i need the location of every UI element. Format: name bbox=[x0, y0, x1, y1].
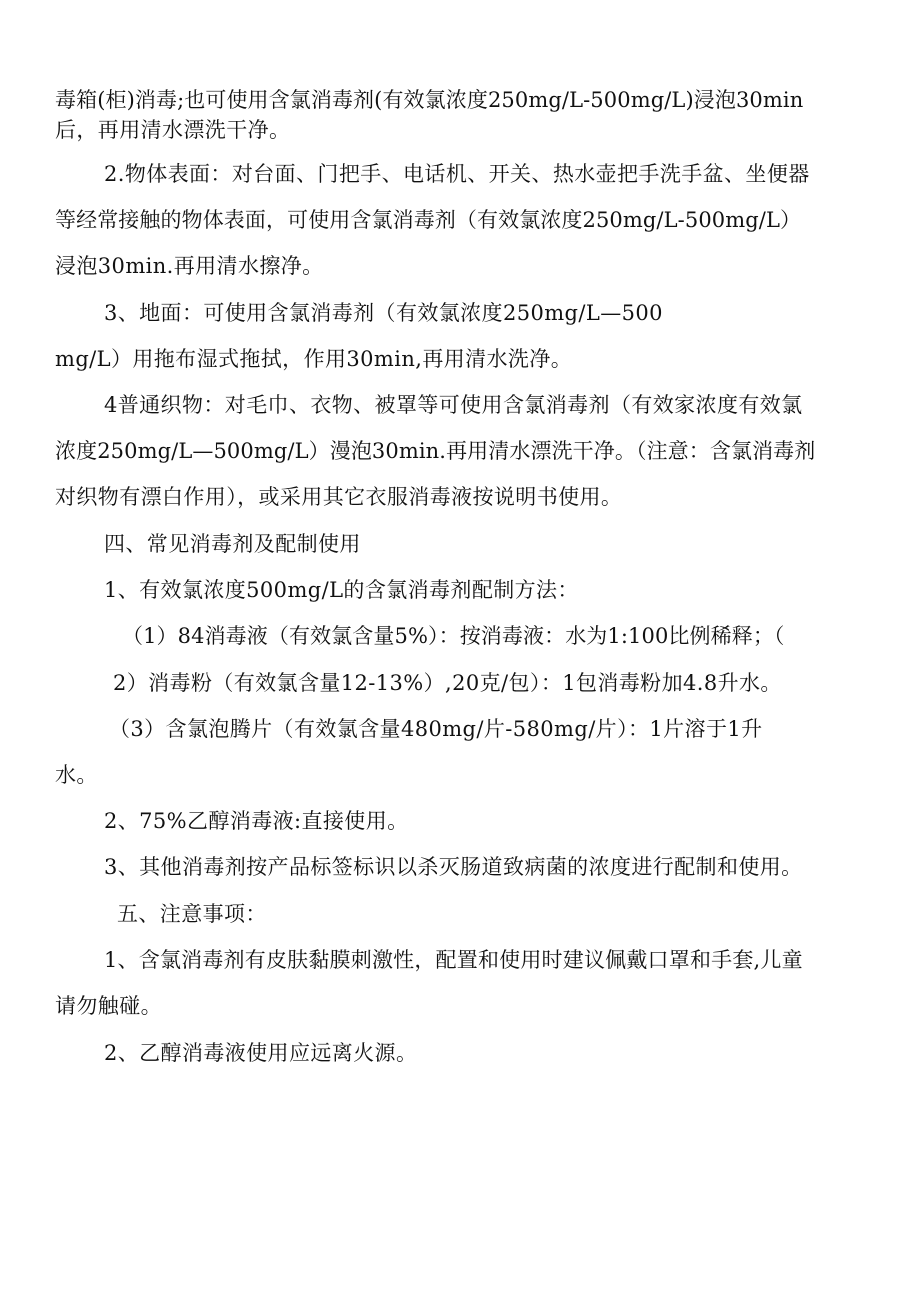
text-line: 1、有效氯浓度500mg/L的含氯消毒剂配制方法： bbox=[104, 578, 579, 602]
text-line: 2、75%乙醇消毒液:直接使用。 bbox=[104, 809, 409, 833]
text-line: 毒箱(柜)消毒;也可使用含氯消毒剂(有效氯浓度250mg/L-500mg/L)浸泡30min bbox=[55, 88, 804, 112]
text-line: mg/L）用拖布湿式拖拭，作用30min,再用清水洗净。 bbox=[55, 347, 573, 371]
section-heading: 五、注意事项： bbox=[117, 902, 267, 926]
text-line: 等经常接触的物体表面，可使用含氯消毒剂（有效氯浓度250mg/L-500mg/L） bbox=[55, 208, 802, 232]
text-line: 3、其他消毒剂按产品标签标识以杀灭肠道致病菌的浓度进行配制和使用。 bbox=[104, 855, 803, 879]
text-line: （1）84消毒液（有效氯含量5%）：按消毒液：水为1:100比例稀释；（ bbox=[122, 624, 785, 648]
text-line: 水。 bbox=[55, 763, 98, 787]
text-line: 1、含氯消毒剂有皮肤黏膜刺激性，配置和使用时建议佩戴口罩和手套,儿童 bbox=[104, 948, 803, 972]
text-line: 2.物体表面：对台面、门把手、电话机、开关、热水壶把手洗手盆、坐便器 bbox=[104, 162, 810, 186]
text-line: 2、乙醇消毒液使用应远离火源。 bbox=[104, 1041, 418, 1065]
text-line: 4普通织物：对毛巾、衣物、被罩等可使用含氯消毒剂（有效家浓度有效氯 bbox=[104, 393, 803, 417]
text-line: 3、地面：可使用含氯消毒剂（有效氯浓度250mg/L—500 bbox=[104, 301, 663, 325]
section-heading: 四、常见消毒剂及配制使用 bbox=[104, 532, 361, 556]
text-line: （3）含氯泡腾片（有效氯含量480mg/片-580mg/片）：1片溶于1升 bbox=[109, 717, 763, 741]
text-line: 后，再用清水漂洗干净。 bbox=[55, 118, 291, 142]
text-line: 浸泡30min.再用清水擦净。 bbox=[55, 254, 324, 278]
text-line: 2）消毒粉（有效氯含量12-13%）,20克/包）：1包消毒粉加4.8升水。 bbox=[113, 671, 782, 695]
text-line: 请勿触碰。 bbox=[55, 994, 162, 1018]
text-line: 对织物有漂白作用），或采用其它衣服消毒液按说明书使用。 bbox=[55, 485, 623, 509]
text-line: 浓度250mg/L—500mg/L）漫泡30min.再用清水漂洗干净。（注意：含氯消毒剂 bbox=[55, 439, 816, 463]
